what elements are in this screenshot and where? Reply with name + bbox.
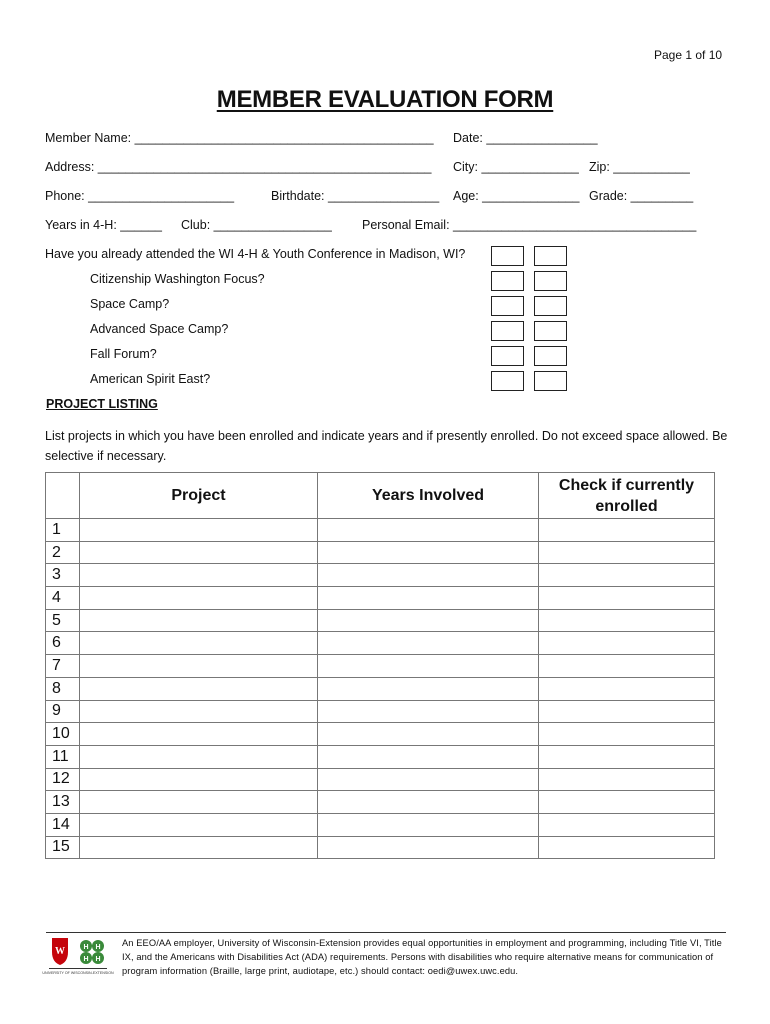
svg-text:W: W: [55, 946, 65, 957]
question-fall-forum: Fall Forum?: [90, 347, 157, 361]
table-header-row: [46, 473, 715, 519]
enrolled-check-cell[interactable]: [539, 700, 715, 723]
years-involved-cell[interactable]: [318, 836, 539, 859]
enrolled-check-cell[interactable]: [539, 768, 715, 791]
table-row: [46, 519, 715, 542]
age-field[interactable]: Age: ______________: [453, 189, 580, 203]
header-project: Project: [80, 473, 318, 519]
row-number: 3: [46, 564, 80, 587]
table-row: [46, 745, 715, 768]
instructions-text: List projects in which you have been enrolled and indicate years and if presently enrolled. Do not exceed space allowed. Be selective if necessary.: [45, 429, 728, 463]
enrolled-check-cell[interactable]: [539, 587, 715, 610]
logo-text: UNIVERSITY OF WISCONSIN-EXTENSION: [42, 971, 114, 975]
project-cell[interactable]: [80, 700, 318, 723]
years-involved-cell[interactable]: [318, 519, 539, 542]
question-advanced-space-camp: Advanced Space Camp?: [90, 322, 229, 336]
project-cell[interactable]: [80, 677, 318, 700]
table-row: [46, 836, 715, 859]
question-citizenship-washington: Citizenship Washington Focus?: [90, 272, 265, 286]
project-cell[interactable]: [80, 723, 318, 746]
checkbox-citizenship-no[interactable]: [534, 271, 567, 291]
birthdate-field[interactable]: Birthdate: ________________: [271, 189, 440, 203]
address-field[interactable]: Address: ________________________________________________: [45, 160, 432, 174]
project-cell[interactable]: [80, 813, 318, 836]
date-field[interactable]: Date: ________________: [453, 131, 598, 145]
enrolled-check-cell[interactable]: [539, 677, 715, 700]
header-years-involved: Years Involved: [318, 473, 539, 519]
years-involved-cell[interactable]: [318, 768, 539, 791]
svg-text:H: H: [83, 956, 89, 963]
enrolled-check-cell[interactable]: [539, 791, 715, 814]
row-number: 12: [46, 768, 80, 791]
member-name-field[interactable]: Member Name: ___________________________________________: [45, 131, 434, 145]
checkbox-space-camp-yes[interactable]: [491, 296, 524, 316]
project-cell[interactable]: [80, 836, 318, 859]
table-row: [46, 813, 715, 836]
project-cell[interactable]: [80, 655, 318, 678]
years-involved-cell[interactable]: [318, 813, 539, 836]
checkbox-american-spirit-yes[interactable]: [491, 371, 524, 391]
table-row: [46, 791, 715, 814]
project-cell[interactable]: [80, 791, 318, 814]
table-row: [46, 587, 715, 610]
question-american-spirit-east: American Spirit East?: [90, 372, 211, 386]
form-title: [0, 86, 770, 114]
project-table: [45, 472, 715, 859]
enrolled-check-cell[interactable]: [539, 609, 715, 632]
table-row: [46, 564, 715, 587]
question-space-camp: Space Camp?: [90, 297, 170, 311]
checkbox-citizenship-yes[interactable]: [491, 271, 524, 291]
table-row: [46, 700, 715, 723]
city-field[interactable]: City: ______________: [453, 160, 579, 174]
table-row: [46, 541, 715, 564]
checkbox-space-camp-no[interactable]: [534, 296, 567, 316]
years-involved-cell[interactable]: [318, 700, 539, 723]
checkbox-advanced-space-camp-yes[interactable]: [491, 321, 524, 341]
checkbox-fall-forum-yes[interactable]: [491, 346, 524, 366]
row-number: 14: [46, 813, 80, 836]
enrolled-check-cell[interactable]: [539, 655, 715, 678]
checkbox-advanced-space-camp-no[interactable]: [534, 321, 567, 341]
years-involved-cell[interactable]: [318, 745, 539, 768]
checkbox-fall-forum-no[interactable]: [534, 346, 567, 366]
svg-text:H: H: [83, 944, 89, 951]
table-row: [46, 655, 715, 678]
header-check-enrolled: Check if currently enrolled: [539, 473, 715, 519]
grade-field[interactable]: Grade: _________: [589, 189, 694, 203]
years-in-4h-field[interactable]: Years in 4-H: ______: [45, 218, 162, 232]
project-cell[interactable]: [80, 632, 318, 655]
row-number: 7: [46, 655, 80, 678]
enrolled-check-cell[interactable]: [539, 723, 715, 746]
project-cell[interactable]: [80, 745, 318, 768]
row-number: 10: [46, 723, 80, 746]
page-number: Page 1 of 10: [654, 48, 723, 62]
row-number: 6: [46, 632, 80, 655]
row-number: 8: [46, 677, 80, 700]
section-heading-project-listing: PROJECT LISTING: [46, 397, 158, 411]
enrolled-check-cell[interactable]: [539, 519, 715, 542]
table-row: [46, 632, 715, 655]
project-cell[interactable]: [80, 519, 318, 542]
years-involved-cell[interactable]: [318, 791, 539, 814]
footer-disclaimer: An EEO/AA employer, University of Wisconsin-Extension provides equal opportunities in employment and programming, including Title VI, Title IX, and the Americans with Disabilities Act (ADA) requirements. Persons with disabilities who require alternative means for communication of program information (Braille, large print, audiotape, etc.) should contact: oedi@uwex.uwc.edu.: [122, 938, 722, 976]
club-field[interactable]: Club: _________________: [181, 218, 332, 232]
enrolled-check-cell[interactable]: [539, 836, 715, 859]
header-number: [46, 473, 80, 519]
years-involved-cell[interactable]: [318, 564, 539, 587]
years-involved-cell[interactable]: [318, 609, 539, 632]
table-row: [46, 723, 715, 746]
project-cell[interactable]: [80, 768, 318, 791]
project-cell[interactable]: [80, 541, 318, 564]
checkbox-american-spirit-no[interactable]: [534, 371, 567, 391]
enrolled-check-cell[interactable]: [539, 813, 715, 836]
footer-divider: [46, 932, 726, 933]
row-number: 13: [46, 791, 80, 814]
enrolled-check-cell[interactable]: [539, 745, 715, 768]
row-number: 15: [46, 836, 80, 859]
table-row: [46, 609, 715, 632]
enrolled-check-cell[interactable]: [539, 632, 715, 655]
question-conference: Have you already attended the WI 4-H & Youth Conference in Madison, WI?: [45, 247, 466, 261]
checkbox-conference-yes[interactable]: [491, 246, 524, 266]
project-cell[interactable]: [80, 587, 318, 610]
zip-field[interactable]: Zip: ___________: [589, 160, 690, 174]
enrolled-check-cell[interactable]: [539, 564, 715, 587]
row-number: 9: [46, 700, 80, 723]
years-involved-cell[interactable]: [318, 677, 539, 700]
row-number: 2: [46, 541, 80, 564]
phone-field[interactable]: Phone: _____________________: [45, 189, 235, 203]
row-number: 11: [46, 745, 80, 768]
table-row: [46, 677, 715, 700]
project-cell[interactable]: [80, 609, 318, 632]
years-involved-cell[interactable]: [318, 632, 539, 655]
svg-text:H: H: [95, 956, 101, 963]
years-involved-cell[interactable]: [318, 587, 539, 610]
years-involved-cell[interactable]: [318, 541, 539, 564]
enrolled-check-cell[interactable]: [539, 541, 715, 564]
row-number: 4: [46, 587, 80, 610]
extension-4h-logo: [42, 934, 114, 976]
row-number: 1: [46, 519, 80, 542]
table-row: [46, 768, 715, 791]
years-involved-cell[interactable]: [318, 655, 539, 678]
years-involved-cell[interactable]: [318, 723, 539, 746]
row-number: 5: [46, 609, 80, 632]
checkbox-conference-no[interactable]: [534, 246, 567, 266]
form-title-text: MEMBER EVALUATION FORM: [216, 86, 554, 113]
svg-text:H: H: [95, 944, 101, 951]
project-cell[interactable]: [80, 564, 318, 587]
personal-email-field[interactable]: Personal Email: ___________________________________: [362, 218, 697, 232]
